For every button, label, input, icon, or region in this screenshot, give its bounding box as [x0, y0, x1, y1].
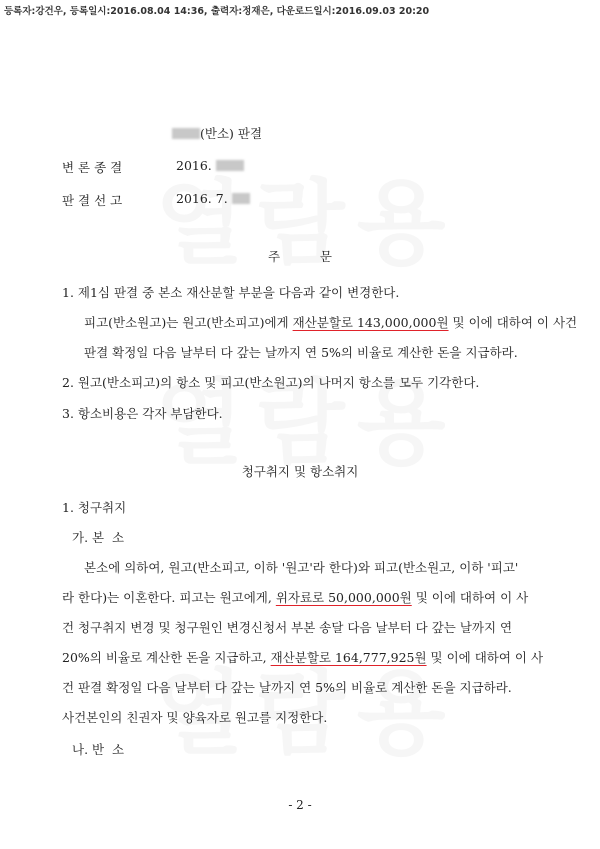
claim-sub-na: 나. 반 소 [72, 742, 125, 757]
jumun-item-1-line-2: 판결 확정일 다음 날부터 다 갚는 날까지 연 5%의 비율로 계산한 돈을 지급하라. [84, 345, 518, 360]
claim-p4-post: 및 이에 대하여 이 사 [426, 650, 544, 665]
jumun-item-3: 3. 항소비용은 각자 부담한다. [62, 406, 223, 421]
redacted-conclusion-date [216, 160, 244, 171]
claim-p2-underlined: 위자료로 50,000,000원 [275, 590, 412, 605]
claim-para-5: 건 판결 확정일 다음 날부터 다 갚는 날까지 연 5%의 비율로 계산한 돈을 지급하라. [62, 680, 512, 695]
claim-para-6: 사건본인의 친권자 및 양육자로 원고를 지정한다. [62, 710, 328, 725]
jumun-item-2: 2. 원고(반소피고)의 항소 및 피고(반소원고)의 나머지 항소를 모두 기각한다. [62, 375, 480, 390]
claim-p4-underlined: 재산분할로 164,777,925원 [270, 650, 427, 665]
jumun-item-1: 1. 제1심 판결 중 본소 재산분할 부분을 다음과 같이 변경한다. [62, 285, 400, 300]
claim-para-3: 건 청구취지 변경 및 청구원인 변경신청서 부본 송달 다음 날부터 다 갚는 날까지 연 [62, 620, 513, 635]
judgment-date [176, 191, 250, 206]
conclusion-date [176, 158, 244, 173]
jumun-l1-post: 및 이에 대하여 이 사건 [448, 315, 578, 330]
jumun-item-1-line-1 [84, 313, 577, 331]
redacted-judgment-date [232, 193, 250, 204]
claim-sub-ga: 가. 본 소 [72, 530, 125, 545]
claim-para-4 [62, 648, 543, 666]
download-header: 등록자:강건우, 등록일시:2016.08.04 14:36, 출력자:정재은, 다운로드일시:2016.09.03 20:20 [4, 6, 430, 17]
page-number: - 2 - [288, 798, 312, 812]
redacted-case-number [172, 128, 200, 139]
case-caption [172, 124, 262, 142]
claim-p2-post: 및 이에 대하여 이 사 [411, 590, 529, 605]
conclusion-date-value: 2016. [176, 158, 212, 173]
judgment-date-value: 2016. 7. [176, 191, 228, 206]
case-caption-suffix: (반소) 판결 [200, 126, 263, 141]
jumun-l1-pre: 피고(반소원고)는 원고(반소피고)에게 [84, 315, 293, 330]
claim-para-1: 본소에 의하여, 원고(반소피고, 이하 '원고'라 한다)와 피고(반소원고, 이하 '피고' [84, 560, 519, 575]
claim-item-1: 1. 청구취지 [62, 500, 127, 515]
conclusion-label: 변 론 종 결 [62, 160, 123, 175]
jumun-l1-underlined: 재산분할로 143,000,000원 [292, 315, 449, 330]
jumun-title: 주 문 [268, 249, 332, 264]
claim-title: 청구취지 및 항소취지 [241, 464, 359, 479]
claim-p2-pre: 라 한다)는 이혼한다. 피고는 원고에게, [62, 590, 276, 605]
claim-p4-pre: 20%의 비율로 계산한 돈을 지급하고, [62, 650, 271, 665]
judgment-label: 판 결 선 고 [62, 193, 123, 208]
claim-para-2 [62, 588, 528, 606]
